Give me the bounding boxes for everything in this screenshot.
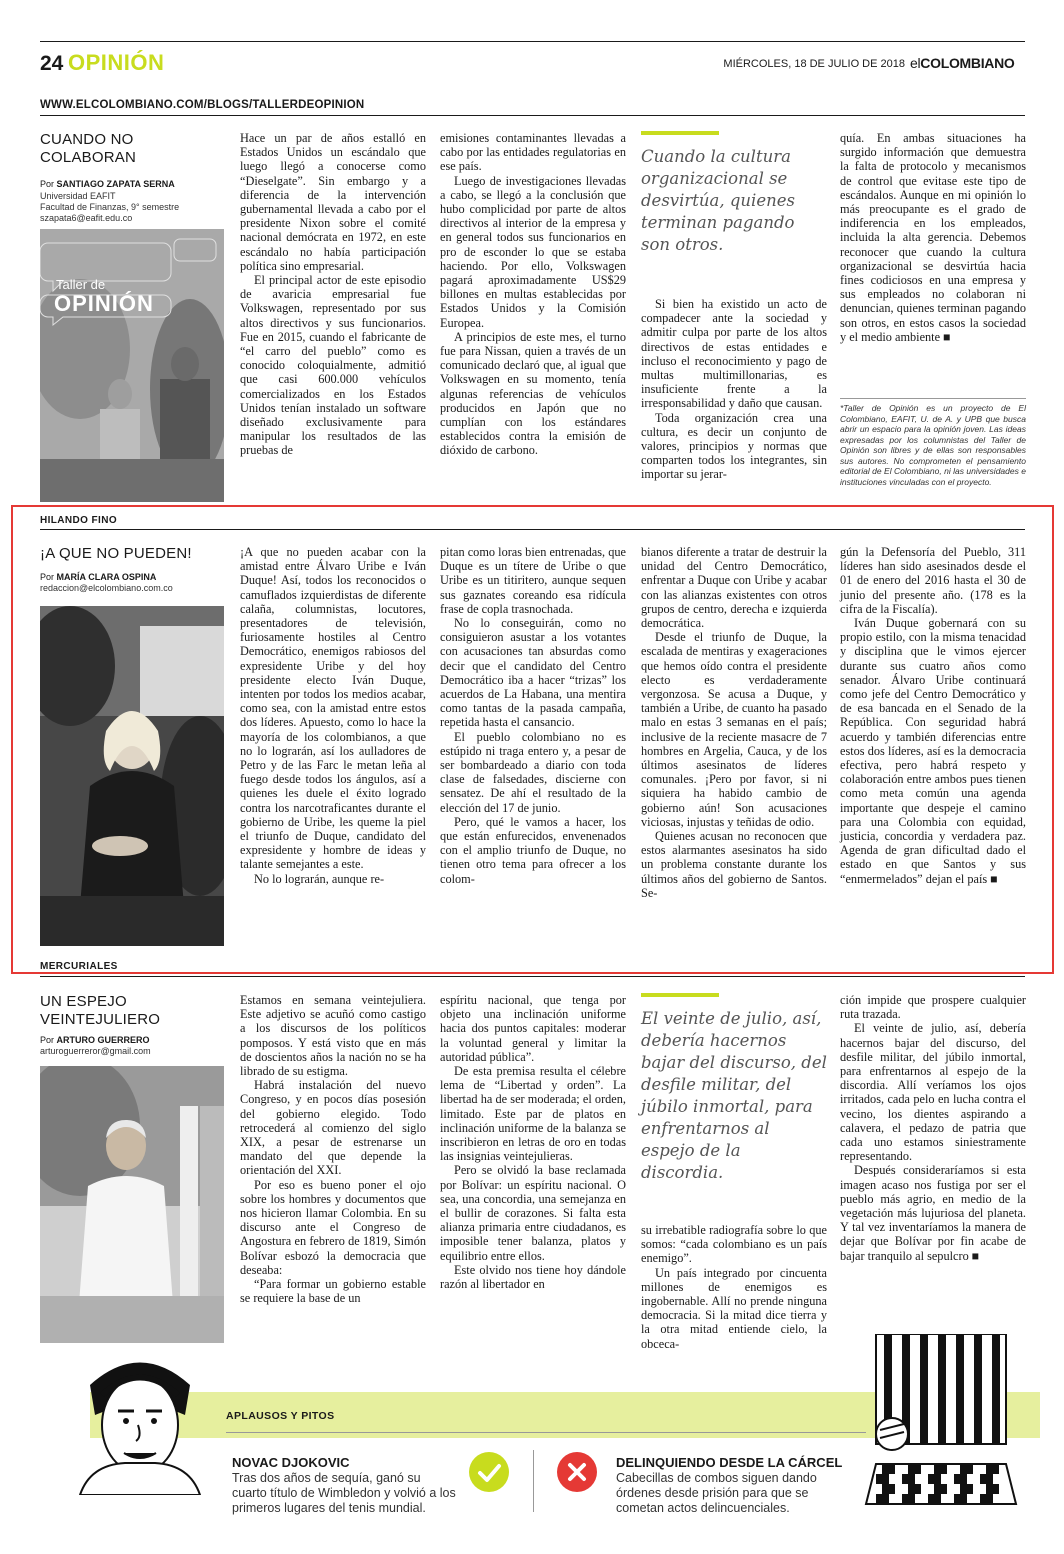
paragraph: bianos diferente a tratar de destruir la unidad del Centro Democrático, enfrentar a Duque con Uribe y acabar con las alianzas existentes con otros grupos de centro, derecha e izquierda democrática.: [641, 545, 827, 631]
paragraph: Desde el triunfo de Duque, la escalada de mentiras y exageraciones que hemos oído contra el presidente electo es verdaderamente vergonzosa. Se acusa a Duque, y también a Uribe, de cuanto ha pasado malo en estas 3 semanas en el país; inclusive de la reciente masacre de 7 hombres en Argelia, Cauca, y de los últimos asesinatos de líderes comunales. ¡Pero por favor, si ni siquiera ha habido cambio de gobierno aún! Son acusaciones viciosas, injustas y teñidas de odio.: [641, 630, 827, 829]
page-number: 24: [40, 52, 64, 75]
article3-column-2: [440, 993, 626, 1291]
paragraph: Habrá instalación del nuevo Congreso, y en pocos días posesión del gobierno elegido. Todo retrocederá al comienzo del siglo XIX, a pesar de estrenarse un mandato del que depende la orientación del XXI.: [240, 1078, 426, 1178]
headline-line: UN ESPEJO: [40, 993, 127, 1010]
paragraph: A principios de este mes, el turno fue para Nissan, quien a través de un comunicado declaró que, al igual que Volkswagen en su momento, tenía algunas referencias de vehículos producidos en Japón que no cumplían con los estándares establecidos contra la emisión de dióxido de carbono.: [440, 329, 626, 458]
paragraph: Pero se olvidó la base reclamada por Bolívar: un espíritu nacional. O sea, una concordia, una semejanza en el bullir de corazones. Si falta esta alianza primaria entre ciudadanos, es imposible tener balanza, platos y equilibrio entre ellos.: [440, 1163, 626, 1263]
jail-illustration: [862, 1334, 1022, 1514]
paragraph: No lo conseguirán, como no consiguieron asustar a los votantes con acusaciones tan absurdas como decir que el candidato del Centro Democrático iba a hacer “trizas” los acuerdos de La Habana, una mentira como tantas de la pasada campaña, repetida hasta el cansancio.: [440, 616, 626, 730]
section-rule: [40, 976, 1025, 977]
paragraph: Iván Duque gobernará con su propio estilo, con la misma tenacidad y disciplina que le vimos ejercer durante sus cuatro años como senador. Álvaro Uribe continuará como jefe del Centro Democrático y de esa bancada en el Senado de la República. Con seguridad habrá acuerdo y también diferencias entre estos dos líderes, así es la democracia efectiva, pero habrá respeto y colaboración entre ambos pues tienen como meta común una agenda importante que despeje el camino para una Colombia con equidad, justicia, concordia y verdadera paz. Agenda de gran dificultad dado el estado en que Santos y sus “enmermelados” dejan el país ■: [840, 616, 1026, 886]
author-name: SANTIAGO ZAPATA SERNA: [56, 179, 175, 189]
caricature-art: [60, 1345, 220, 1495]
paragraph: Quienes acusan no reconocen que estos alarmantes asesinatos ha sido un problema constante durante los últimos años del gobierno de Santos. Se-: [641, 829, 827, 900]
image-label-large: OPINIÓN: [54, 291, 154, 316]
article2-headline: ¡A QUE NO PUEDEN!: [40, 545, 192, 562]
pull-quote-bar: [641, 993, 719, 997]
paragraph: ción impide que prospere cualquier ruta trazada.: [840, 993, 1026, 1022]
section-name: OPINIÓN: [68, 50, 165, 75]
applause-text: Tras dos años de sequía, ganó su cuarto título de Wimbledon y volvió a los primeros lugares del tenis mundial.: [232, 1471, 456, 1515]
paragraph: Luego de investigaciones llevadas a cabo, se llegó a la conclusión que hubo complicidad por parte de altos directivos al interior de la empresa y en general todos sus funcionarios en pro de esconder lo que se estaba haciendo. Por ello, Volkswagen pagará aproximadamente US$29 billones en multas establecidas por Estados Unidos y la Comisión Europea.: [440, 173, 626, 330]
author-email[interactable]: arturoguerreror@gmail.com: [40, 1046, 151, 1056]
paragraph: Hace un par de años estalló en Estados Unidos un escándalo que luego llegó a conocerse como “Dieselgate”. Sin embargo y a diferencia de la intervención gubernamental llevada a cabo por el presidente Nixon sobre el comité nacional demócrata en 1972, en este escándalo no había participación política sino empresarial.: [240, 131, 426, 273]
strip-divider: [533, 1450, 534, 1512]
paragraph: su irrebatible radiografía sobre lo que somos: “cada colombiano es un país enemigo”.: [641, 1223, 827, 1266]
check-icon: [469, 1452, 509, 1492]
jail-art: [862, 1334, 1022, 1514]
paragraph: espíritu nacional, que tenga por objeto una inclinación uniforme hacia dos puntos capitales: moderar la voluntad general y limitar la autoridad pública”.: [440, 993, 626, 1064]
strip-title: APLAUSOS Y PITOS: [226, 1410, 335, 1422]
section-rule: [40, 529, 1025, 530]
article2-column-3: [641, 545, 827, 900]
article2-column-4: [840, 545, 1026, 886]
paragraph: Este olvido nos tiene hoy dándole razón al libertador en: [440, 1262, 626, 1292]
brand-name: COLOMBIANO: [920, 55, 1015, 71]
paragraph: Toda organización crea una cultura, es decir un conjunto de valores, principios y normas que comparten todos los integrantes, sin importar su jerar-: [641, 410, 827, 482]
headline-line: COLABORAN: [40, 149, 136, 166]
url-rule: [40, 115, 1025, 116]
article3-column-3: [641, 1223, 827, 1351]
article3-column-1: [240, 993, 426, 1305]
check-glyph: [469, 1452, 509, 1492]
paragraph: gún la Defensoría del Pueblo, 311 líderes han sido asesinados desde el 01 de enero del 2016 hasta el 30 de junio del presente año. (178 es la cifra de la Fiscalía).: [840, 545, 1026, 616]
article1-note: *Taller de Opinión es un proyecto de El Colombiano, EAFIT, U. de A. y UPB que busca abrir un espacio para la opinión joven. Las ideas expresadas por los columnistas del Taller de Opinión son libres y de ellas son responsables sus autores. No comprometen el pensamiento editorial de El Colombiano, ni las universidades e instituciones vinculadas con el proyecto.: [840, 403, 1026, 487]
paragraph: Por eso es bueno poner el ojo sobre los hombres y documentos que nos hicieron llamar Colombia. En su discurso ante el Congreso de Angostura en febrero de 1819, Simón Bolívar esbozó la democracia que deseaba:: [240, 1177, 426, 1277]
paragraph: quía. En ambas situaciones ha surgido información que demuestra la falta de protocolo y mecanismos de control que evitase este tipo de escándalos. Aunque en mi opinión lo más preocupante es el grado de indiferencia en los empleados, incluida la alta gerencia. Debemos reconocer que cuando la cultura organizacional se desvirtúa hacia fines codiciosos en una empresa y sus empleados no colaboran ni denuncian, quienes terminan pagando son otros, en estos casos la sociedad y el medio ambiente ■: [840, 131, 1026, 344]
paragraph: ¡A que no pueden acabar con la amistad entre Álvaro Uribe e Iván Duque! Así, todos los reconocidos o camuflados izquierdistas de diferente calaña, columnistas, locutores, presentadores de televisión, furiosamente hostiles al Centro Democrático, enemigos rabiosos del expresidente Uribe y del hoy presidente electo Iván Duque, intenten por todos los medios acabar, como sea, con la amistad entre estos dos líderes. Apuesto, como lo hace la mayoría de los colombianos, a que no lo lograrán, así los aulladores de Petro y de las Farc le metan leña al fuego desde todos los ángulos, así a quienes les duele el éxito logrado contra los narcotraficantes durante el gobierno de Uribe, les queme la piel el triunfo de Duque, candidato del expresidente y hombre de ideas y talante semejantes a este.: [240, 545, 426, 872]
djokovic-caricature: [60, 1345, 220, 1495]
paragraph: El veinte de julio, así, debería hacernos bajar del discurso, del desfile militar, del júbilo inmortal, para enfrentarnos al espejo de la discordia. Allí veríamos los ojos irritados, cada pelo en lucha contra el vecino, los dientes aspirando a calavera, el pedazo de patria que cada uno estamos siniestramente representando.: [840, 1021, 1026, 1164]
article3-column-4: [840, 993, 1026, 1263]
author-email[interactable]: szapata6@eafit.edu.co: [40, 213, 133, 223]
paragraph: Pero, qué le vamos a hacer, los que están enfurecidos, envenenados con el amplio triunfo de Duque, no tienen otro tema para ofrecer a los colom-: [440, 814, 626, 886]
article1-column-3: [641, 297, 827, 482]
brand-prefix: el: [910, 55, 921, 71]
paragraph: No lo lograrán, aunque re-: [254, 871, 385, 886]
pull-quote-bar: [641, 131, 719, 135]
note-rule: [840, 398, 1026, 399]
photo-art: [40, 606, 224, 946]
paragraph: Un país integrado por cincuenta millones de enemigos es ingobernable. Allí no prende ninguna democracia. Si la mitad dice tierra y la otra mitad entiende cielo, la obceca-: [641, 1265, 827, 1351]
article3-headline: [40, 993, 160, 1029]
article3-pull-quote: El veinte de julio, así, debería hacernos bajar del discurso, del desfile militar, del júbilo inmortal, para enfrentarnos al espejo de la discordia.: [641, 1009, 827, 1182]
byline-prefix: Por: [40, 1035, 55, 1045]
section-label-hilando-fino: HILANDO FINO: [40, 515, 118, 526]
affiliation-line: Facultad de Finanzas, 9° semestre: [40, 202, 180, 212]
section-label-mercuriales: MERCURIALES: [40, 961, 118, 972]
article2-column-2: [440, 545, 626, 886]
image-label-small: Taller de: [56, 277, 106, 292]
issue-date: MIÉRCOLES, 18 DE JULIO DE 2018: [723, 58, 905, 70]
paragraph: El principal actor de este episodio de avaricia empresarial fue Volkswagen, representado por sus altos directivos y sus funcionarios. Fue en 2015, cuando el fabricante de “el carro del pueblo” como es conocido coloquialmente, admitió que casi 600.000 vehículos comercializados en los Estados Unidos tenían instalado un software diseñado exclusivamente para manipular los resultados de las pruebas de: [240, 273, 426, 458]
author-photo-arturo-guerrero: [40, 1066, 224, 1343]
article1-column-4: [840, 131, 1026, 344]
headline-line: CUANDO NO: [40, 131, 134, 148]
article3-byline: [40, 1034, 150, 1046]
article1-affiliation: [40, 191, 179, 224]
author-name: ARTURO GUERRERO: [56, 1035, 150, 1045]
cross-glyph: [557, 1452, 597, 1492]
article2-column-1: [240, 545, 426, 886]
author-name: MARÍA CLARA OSPINA: [56, 572, 157, 582]
article1-column-2: [440, 131, 626, 458]
article2-byline: [40, 571, 156, 583]
cross-icon: [557, 1452, 597, 1492]
paragraph: Después consideraríamos si esta imagen acaso nos fustiga por ser el pueblo más agrio, en medio de la vegetación más lujuriosa del planeta. Y tal vez inventaríamos la manera de dejar que Bolívar por fin acabe de bajar tranquilo al sepulcro ■: [840, 1163, 1026, 1263]
boo-name: DELINQUIENDO DESDE LA CÁRCEL: [616, 1455, 843, 1470]
author-photo-maria-clara-ospina: [40, 606, 224, 946]
photo-art: [40, 1066, 224, 1343]
article1-headline: [40, 131, 136, 167]
boo-text: Cabecillas de combos siguen dando órdenes desde prisión para que se cometan actos delincuenciales.: [616, 1471, 817, 1515]
byline-prefix: Por: [40, 179, 55, 189]
strip-rule: [226, 1432, 866, 1433]
masthead-logo: [910, 55, 1015, 71]
paragraph: De esta premisa resulta el célebre lema de “Libertad y orden”. La libertad ha de ser moderada; el orden, limitado. Este par de platos en inclinación uniforme de la balanza se inscribieron en letras de oro en todas las insignias veintejulieras.: [440, 1064, 626, 1164]
headline-line: VEINTEJULIERO: [40, 1011, 161, 1028]
paragraph: emisiones contaminantes llevadas a cabo por las entidades regulatorias en ese país.: [440, 131, 626, 174]
author-email[interactable]: redaccion@elcolombiano.com.co: [40, 583, 173, 593]
blog-url[interactable]: WWW.ELCOLOMBIANO.COM/BLOGS/TALLERDEOPINION: [40, 99, 365, 111]
taller-opinion-photo: [40, 229, 224, 502]
paragraph: “Para formar un gobierno estable se requiere la base de un: [240, 1277, 426, 1306]
article1-byline: [40, 178, 175, 190]
photo-art: [40, 229, 224, 502]
article1-column-1: [240, 131, 426, 458]
top-rule: [40, 41, 1025, 42]
applause-name: NOVAC DJOKOVIC: [232, 1455, 350, 1470]
byline-prefix: Por: [40, 572, 55, 582]
paragraph: Si bien ha existido un acto de compadecer ante la sociedad y admitir culpa por parte de los altos directivos de estas entidades e incluso el reconocimiento y pago de multas multimillonarias, es insuficiente frente a la irresponsabilidad y daño que causan.: [641, 297, 827, 411]
article1-pull-quote: Cuando la cultura organizacional se desvirtúa, quienes terminan pagando son otros.: [641, 147, 795, 254]
paragraph: El pueblo colombiano no es estúpido ni traga entero y, a pesar de ser bombardeado a diario con toda clase de falsedades, discierne con sensatez. De ahí el resultado de la elección del 17 de junio.: [440, 729, 626, 815]
affiliation-line: Universidad EAFIT: [40, 191, 116, 201]
paragraph: Estamos en semana veintejuliera. Este adjetivo se acuñó como castigo a los discursos de los políticos pomposos. Y está visto que en más de doscientos años la nación no se ha librado de su estigma.: [240, 993, 426, 1079]
paragraph: pitan como loras bien entrenadas, que Duque es un títere de Uribe o que Uribe es un titiritero, aunque sequen sus gaznates coreando esa ridícula frase de copla trasnochada.: [440, 545, 626, 616]
